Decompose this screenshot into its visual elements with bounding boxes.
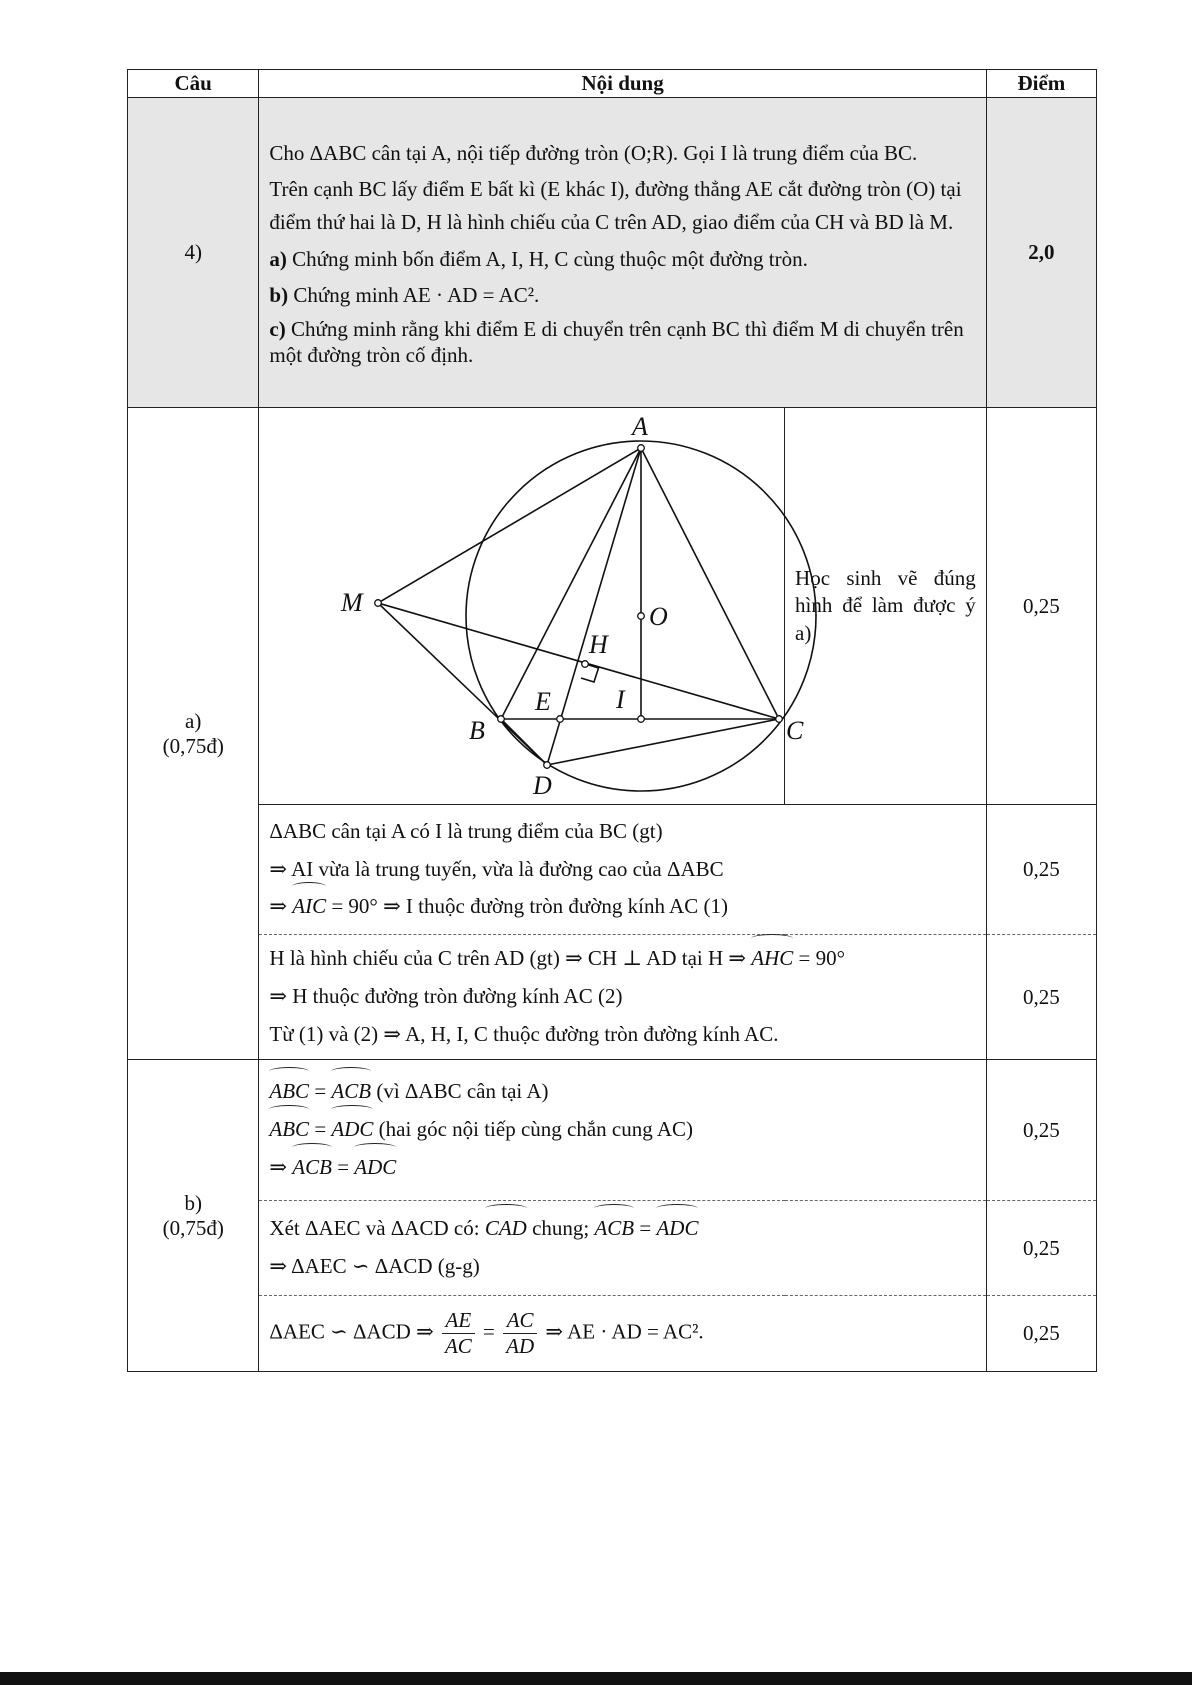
a1-implies: ⇒ <box>269 894 293 919</box>
part-b-step-2 <box>128 1201 1097 1296</box>
segment-bd <box>501 719 547 765</box>
label-o: O <box>649 602 669 631</box>
label-c: C <box>786 716 804 745</box>
point-h <box>582 661 589 668</box>
part-a-step-1 <box>128 805 1097 935</box>
label-i: I <box>616 685 626 714</box>
part-a-cell <box>128 408 259 1060</box>
b1-eq-1: = <box>309 1079 332 1104</box>
b1-eq-3: = <box>331 1154 355 1179</box>
a2-points: 0,25 <box>986 935 1096 1060</box>
angle-adc-3: ADC <box>656 1210 698 1248</box>
angle-abc-2: ABC <box>269 1111 309 1149</box>
figure-note: Học sinh vẽ đúng hình để làm được ý a) <box>785 408 987 805</box>
problem-row <box>128 98 1097 408</box>
problem-number: 4) <box>128 98 259 408</box>
problem-part-b <box>269 279 975 312</box>
header-cau: Câu <box>128 70 259 98</box>
problem-part-c <box>269 316 975 369</box>
part-a-figure-row <box>128 408 1097 805</box>
problem-line-2: Trên cạnh BC lấy điểm E bất kì (E khác I), đường thẳng AE cắt đường tròn (O) tại điểm thứ hai là D, H là hình chiếu của C trên AD, giao điểm của CH và BD là M. <box>269 177 962 234</box>
header-row <box>128 70 1097 98</box>
fraction-1-denominator: AC <box>444 1334 472 1358</box>
a2-line-2: ⇒ H thuộc đường tròn đường kính AC (2) <box>269 984 623 1009</box>
fraction-ac-ad <box>503 1308 537 1359</box>
problem-part-a <box>269 243 975 276</box>
b1-implies: ⇒ <box>269 1154 293 1179</box>
a1-line-3 <box>269 888 975 926</box>
b1-line-3 <box>269 1149 975 1187</box>
a1-line-1: ΔABC cân tại A có I là trung điểm của BC (gt) <box>269 818 663 843</box>
problem-a-text: Chứng minh bốn điểm A, I, H, C cùng thuộc một đường tròn. <box>292 246 808 271</box>
angle-abc: ABC <box>269 1073 309 1111</box>
a2-line-1 <box>269 940 975 978</box>
fraction-2-numerator: AC <box>503 1308 537 1334</box>
header-diem: Điểm <box>986 70 1096 98</box>
problem-b-label: b) <box>269 283 289 308</box>
point-m <box>375 600 382 607</box>
a2-line-1-post: = 90° <box>793 946 846 971</box>
grading-table <box>127 69 1097 1372</box>
part-b-step-3-content <box>259 1296 986 1372</box>
label-d: D <box>533 771 553 800</box>
angle-acb: ACB <box>331 1073 371 1111</box>
part-b-marks: (0,75đ) <box>162 1215 224 1240</box>
b2-line-1-mid: chung; <box>526 1216 595 1241</box>
b2-eq: = <box>634 1216 657 1241</box>
b2-points: 0,25 <box>986 1201 1096 1296</box>
part-b-label: b) <box>184 1190 202 1215</box>
point-a <box>638 445 645 452</box>
a1-points: 0,25 <box>986 805 1096 935</box>
b1-eq-2: = <box>309 1117 332 1142</box>
problem-points: 2,0 <box>986 98 1096 408</box>
problem-c-text: Chứng minh rằng khi điểm E di chuyển trên cạnh BC thì điểm M di chuyển trên một đường tròn cố định. <box>269 316 964 367</box>
label-h: H <box>589 630 609 659</box>
b3-points: 0,25 <box>986 1296 1096 1372</box>
problem-b-text: Chứng minh AE · AD = AC². <box>293 283 540 308</box>
part-a-label: a) <box>185 708 202 733</box>
angle-adc: ADC <box>331 1111 373 1149</box>
b3-pre: ΔAEC ∽ ΔACD ⇒ <box>269 1319 439 1344</box>
label-m: M <box>341 588 364 617</box>
fraction-ae-ac <box>442 1308 475 1359</box>
a2-line-3: Từ (1) và (2) ⇒ A, H, I, C thuộc đường tròn đường kính AC. <box>269 1021 779 1046</box>
problem-statement <box>259 98 986 408</box>
b2-line-2: ⇒ ΔAEC ∽ ΔACD (g-g) <box>269 1254 480 1278</box>
part-b-step-2-content <box>259 1201 986 1296</box>
b3-post: ⇒ AE · AD = AC². <box>540 1319 704 1344</box>
b2-line-1 <box>269 1210 975 1248</box>
part-b-cell <box>128 1060 259 1372</box>
point-i <box>638 716 645 723</box>
angle-acb-2: ACB <box>292 1149 332 1187</box>
part-a-step-2-content <box>259 935 986 1060</box>
problem-a-label: a) <box>269 246 287 271</box>
part-b-step-1-content <box>259 1060 986 1201</box>
b1-line-2-post: (hai góc nội tiếp cùng chắn cung AC) <box>373 1117 694 1142</box>
b1-line-1 <box>269 1073 975 1111</box>
part-b-step-1 <box>128 1060 1097 1201</box>
point-e <box>557 716 564 723</box>
label-b: B <box>469 716 486 745</box>
fraction-1-numerator: AE <box>442 1308 475 1334</box>
page-bottom-border <box>0 1672 1192 1685</box>
part-b-step-3 <box>128 1296 1097 1372</box>
angle-cad: CAD <box>485 1210 527 1248</box>
point-d <box>544 762 551 769</box>
angle-ahc: AHC <box>751 940 793 978</box>
a1-line-2: ⇒ AI vừa là trung tuyến, vừa là đường cao của ΔABC <box>269 856 724 881</box>
point-c <box>776 716 783 723</box>
angle-adc-2: ADC <box>354 1149 396 1187</box>
part-a-step-2 <box>128 935 1097 1060</box>
problem-c-label: c) <box>269 316 286 341</box>
figure-points: 0,25 <box>986 408 1096 805</box>
point-o <box>638 613 645 620</box>
problem-line-1: Cho ΔABC cân tại A, nội tiếp đường tròn (O;R). Gọi I là trung điểm của BC. <box>269 140 918 165</box>
header-noi-dung: Nội dung <box>259 70 986 98</box>
b3-eq: = <box>477 1319 501 1344</box>
label-e: E <box>535 687 552 716</box>
b2-line-1-pre: Xét ΔAEC và ΔACD có: <box>269 1216 485 1241</box>
label-a: A <box>632 412 649 441</box>
a1-line-3-rest: = 90° ⇒ I thuộc đường tròn đường kính AC (1) <box>326 894 728 919</box>
part-a-marks: (0,75đ) <box>162 733 224 758</box>
point-b <box>498 716 505 723</box>
b1-line-1-post: (vì ΔABC cân tại A) <box>371 1079 549 1104</box>
a2-line-1-pre: H là hình chiếu của C trên AD (gt) ⇒ CH ⊥ AD tại H ⇒ <box>269 946 752 971</box>
fraction-2-denominator: AD <box>506 1334 535 1358</box>
angle-aic: AIC <box>292 888 326 926</box>
segment-ac <box>641 448 779 719</box>
figure-cell <box>259 408 804 805</box>
angle-acb-3: ACB <box>594 1210 634 1248</box>
b1-points: 0,25 <box>986 1060 1096 1201</box>
part-a-step-1-content <box>259 805 986 935</box>
